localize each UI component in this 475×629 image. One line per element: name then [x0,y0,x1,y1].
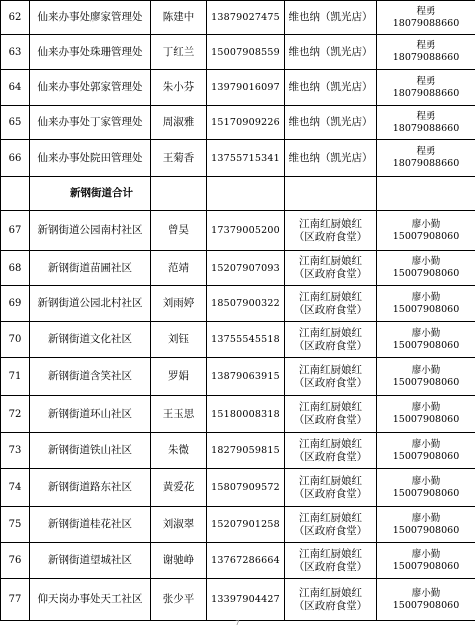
table-row [1,106,475,140]
unit-name: 仙来办事处丁家管理处 [30,106,151,140]
row-number: 77 [1,579,30,621]
unit-name: 新钢街道公园北村社区 [30,286,151,322]
table-body-xingang [1,211,475,621]
restaurant-contact: 程勇 18079088660 [377,106,475,140]
row-number: 76 [1,543,30,579]
restaurant-contact: 程勇 18079088660 [377,70,475,106]
row-number: 75 [1,507,30,543]
restaurant-name: 江南红厨娘红 （区政府食堂） [285,251,377,286]
contact-person: 范靖 [151,251,207,286]
phone-number: 18507900322 [207,286,285,322]
table-row [1,579,475,621]
phone-number: 15207901258 [207,507,285,543]
restaurant-contact: 程勇 18079088660 [377,140,475,177]
phone-number: 15180008318 [207,396,285,433]
restaurant-contact: 廖小勤 15007908060 [377,469,475,507]
row-number: 63 [1,35,30,70]
table-row [1,70,475,106]
page-number: 7 [235,619,240,627]
restaurant-contact: 程勇 18079088660 [377,1,475,35]
unit-name: 新钢街道环山社区 [30,396,151,433]
restaurant-name: 维也纳（凯光店） [285,70,377,106]
contact-person: 丁红兰 [151,35,207,70]
contact-person: 张少平 [151,579,207,621]
restaurant-name: 江南红厨娘红 （区政府食堂） [285,211,377,251]
row-number: 71 [1,358,30,396]
contact-person: 黄爱花 [151,469,207,507]
table-row [1,140,475,177]
restaurant-contact: 廖小勤 15007908060 [377,579,475,621]
restaurant-contact: 廖小勤 15007908060 [377,543,475,579]
restaurant-contact: 廖小勤 15007908060 [377,322,475,358]
contact-person: 王菊香 [151,140,207,177]
row-number: 66 [1,140,30,177]
row-number: 70 [1,322,30,358]
unit-name: 新钢街道路东社区 [30,469,151,507]
restaurant-contact: 廖小勤 15007908060 [377,211,475,251]
table-row [1,543,475,579]
contact-person: 刘雨婷 [151,286,207,322]
phone-number: 13767286664 [207,543,285,579]
restaurant-name: 江南红厨娘红 （区政府食堂） [285,433,377,469]
row-number: 62 [1,1,30,35]
row-number: 65 [1,106,30,140]
phone-number: 18279059815 [207,433,285,469]
row-number: 72 [1,396,30,433]
restaurant-contact: 廖小勤 15007908060 [377,251,475,286]
row-number: 68 [1,251,30,286]
restaurant-contact: 廖小勤 15007908060 [377,286,475,322]
subtotal-section [1,177,475,211]
subtotal-label: 新钢街道合计 [30,177,151,211]
row-number: 73 [1,433,30,469]
phone-number: 15007908559 [207,35,285,70]
restaurant-name: 江南红厨娘红 （区政府食堂） [285,358,377,396]
restaurant-name: 维也纳（凯光店） [285,106,377,140]
phone-number: 13755545518 [207,322,285,358]
unit-name: 新钢街道望城社区 [30,543,151,579]
phone-number: 13879063915 [207,358,285,396]
unit-name: 仙来办事处珠珊管理处 [30,35,151,70]
table-body-xianlai [1,1,475,177]
table-row [1,35,475,70]
restaurant-contact: 廖小勤 15007908060 [377,396,475,433]
table-row [1,1,475,35]
unit-name: 仰天岗办事处天工社区 [30,579,151,621]
restaurant-contact: 程勇 18079088660 [377,35,475,70]
contact-person: 刘淑翠 [151,507,207,543]
unit-name: 新钢街道文化社区 [30,322,151,358]
row-number: 69 [1,286,30,322]
phone-number: 13879027475 [207,1,285,35]
restaurant-contact: 廖小勤 15007908060 [377,433,475,469]
table-row [1,211,475,251]
restaurant-name: 江南红厨娘红 （区政府食堂） [285,507,377,543]
unit-name: 仙来办事处廖家管理处 [30,1,151,35]
subtotal-row [1,177,475,211]
phone-number: 13755715341 [207,140,285,177]
restaurant-contact: 廖小勤 15007908060 [377,358,475,396]
subtotal-no [1,177,30,211]
contact-person: 曾昊 [151,211,207,251]
contact-person: 王玉思 [151,396,207,433]
phone-number: 13979016097 [207,70,285,106]
table-row [1,469,475,507]
row-number: 67 [1,211,30,251]
table-row [1,322,475,358]
restaurant-name: 江南红厨娘红 （区政府食堂） [285,396,377,433]
contact-person: 罗娟 [151,358,207,396]
restaurant-name: 维也纳（凯光店） [285,35,377,70]
table-row [1,251,475,286]
table-row [1,286,475,322]
contact-person: 朱小芬 [151,70,207,106]
unit-name: 新钢街道桂花社区 [30,507,151,543]
phone-number: 13397904427 [207,579,285,621]
phone-number: 15807909572 [207,469,285,507]
restaurant-name: 江南红厨娘红 （区政府食堂） [285,322,377,358]
contact-person: 刘钰 [151,322,207,358]
unit-name: 仙来办事处院田管理处 [30,140,151,177]
restaurant-name: 维也纳（凯光店） [285,1,377,35]
unit-name: 新钢街道苗圃社区 [30,251,151,286]
phone-number: 15170909226 [207,106,285,140]
row-number: 64 [1,70,30,106]
unit-name: 新钢街道铁山社区 [30,433,151,469]
contact-person: 朱微 [151,433,207,469]
unit-name: 仙来办事处郭家管理处 [30,70,151,106]
phone-number: 15207907093 [207,251,285,286]
table-row [1,433,475,469]
restaurant-name: 江南红厨娘红 （区政府食堂） [285,543,377,579]
row-number: 74 [1,469,30,507]
contact-person: 陈建中 [151,1,207,35]
table-row [1,507,475,543]
restaurant-name: 江南红厨娘红 （区政府食堂） [285,579,377,621]
contact-person: 谢驰峥 [151,543,207,579]
restaurant-name: 江南红厨娘红 （区政府食堂） [285,286,377,322]
restaurant-contact: 廖小勤 15007908060 [377,507,475,543]
unit-name: 新钢街道含笑社区 [30,358,151,396]
restaurant-name: 江南红厨娘红 （区政府食堂） [285,469,377,507]
phone-number: 17379005200 [207,211,285,251]
unit-name: 新钢街道公园南村社区 [30,211,151,251]
table-row [1,396,475,433]
table-row [1,358,475,396]
contact-person: 周淑雅 [151,106,207,140]
restaurant-name: 维也纳（凯光店） [285,140,377,177]
